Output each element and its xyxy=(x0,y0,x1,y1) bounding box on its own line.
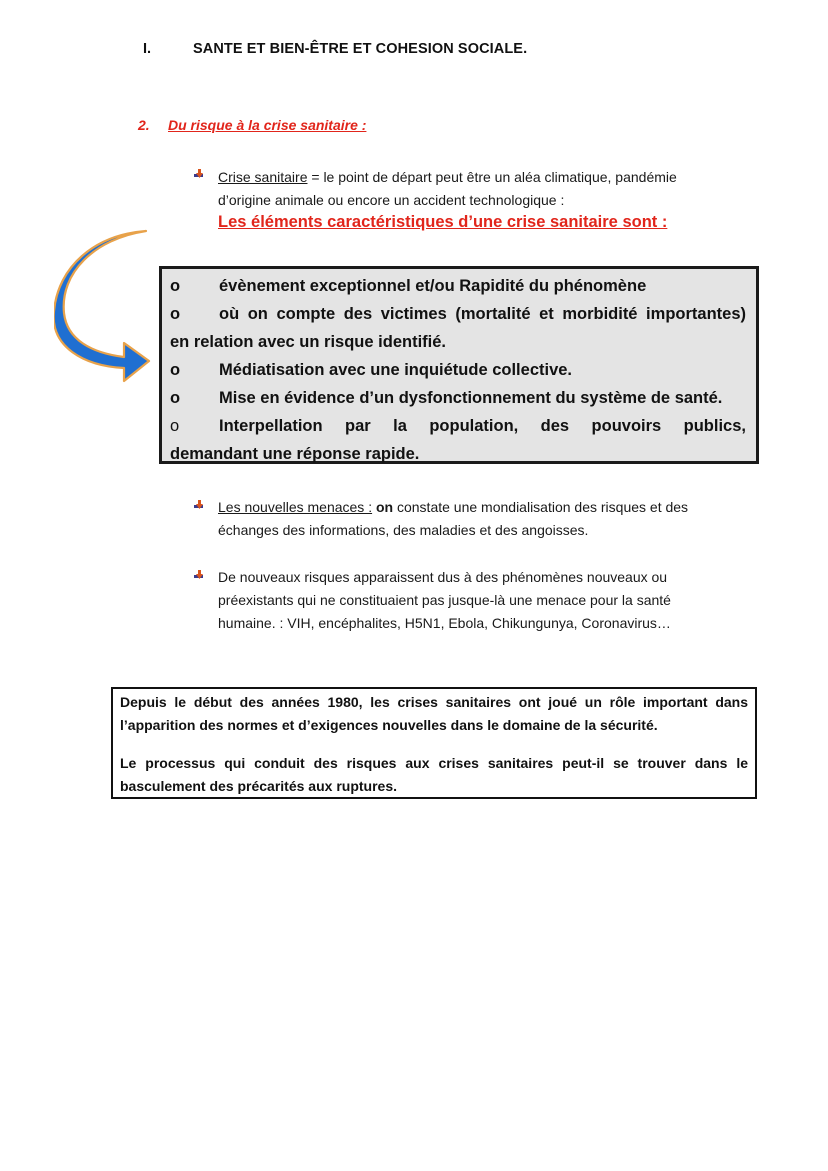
curved-arrow-icon xyxy=(54,225,164,385)
list-marker: o xyxy=(170,361,181,379)
list-item: o Interpellation par la population, des pouvoirs publics, xyxy=(170,412,746,440)
list-marker: o xyxy=(170,277,181,295)
list-marker: o xyxy=(170,389,181,407)
subsection-number: 2. xyxy=(138,117,150,133)
conclusion-p1-line1: Depuis le début des années 1980, les crises sanitaires ont joué un rôle important dans xyxy=(120,694,748,710)
conclusion-box xyxy=(111,687,757,799)
subsection-title: Du risque à la crise sanitaire : xyxy=(168,117,367,133)
bullet-arrow-icon xyxy=(194,570,207,581)
list-item-continuation: en relation avec un risque identifié. xyxy=(170,333,446,351)
bullet-arrow-icon xyxy=(194,169,207,180)
crise-sanitaire-line xyxy=(218,166,677,189)
bullet-arrow-icon xyxy=(194,500,207,511)
list-item: o Mise en évidence d’un dysfonctionnement du système de santé. xyxy=(170,384,746,412)
conclusion-p2-line1: Le processus qui conduit des risques aux crises sanitaires peut-il se trouver dans le xyxy=(120,755,748,771)
conclusion-p1-line2: l’apparition des normes et d’exigences nouvelles dans le domaine de la sécurité. xyxy=(120,717,658,733)
section-title: SANTE ET BIEN-ÊTRE ET COHESION SOCIALE. xyxy=(193,41,528,57)
menaces-line-2: échanges des informations, des maladies et des angoisses. xyxy=(218,522,589,538)
list-marker: o xyxy=(170,305,181,323)
risques-line: De nouveaux risques apparaissent dus à des phénomènes nouveaux ou xyxy=(218,569,668,585)
list-item: o où on compte des victimes (mortalité et morbidité importantes) xyxy=(170,300,746,328)
list-item-continuation: demandant une réponse rapide. xyxy=(170,445,420,463)
crise-sanitaire-line-2: d’origine animale ou encore un accident technologique : xyxy=(218,192,565,208)
crise-sanitaire-definition: = le point de départ peut être un aléa climatique, pandémie xyxy=(307,169,677,185)
risques-line-3: humaine. : VIH, encéphalites, H5N1, Ebola, Chikungunya, Coronavirus… xyxy=(218,615,671,631)
menaces-line: Les nouvelles menaces : on constate une mondialisation des risques et des xyxy=(218,499,689,515)
list-marker: o xyxy=(170,417,180,435)
section-number: I. xyxy=(143,41,152,57)
list-item: o Médiatisation avec une inquiétude collective. xyxy=(170,356,746,384)
elements-box xyxy=(159,266,759,464)
conclusion-p2-line2: basculement des précarités aux ruptures. xyxy=(120,778,397,794)
menaces-term: Les nouvelles menaces : xyxy=(218,499,373,515)
crise-sanitaire-term: Crise sanitaire xyxy=(218,169,308,185)
elements-heading: Les éléments caractéristiques d’une crise sanitaire sont : xyxy=(218,213,668,231)
risques-line-2: préexistants qui ne constituaient pas jusque-là une menace pour la santé xyxy=(218,592,671,608)
list-item: o évènement exceptionnel et/ou Rapidité du phénomène xyxy=(170,272,746,300)
